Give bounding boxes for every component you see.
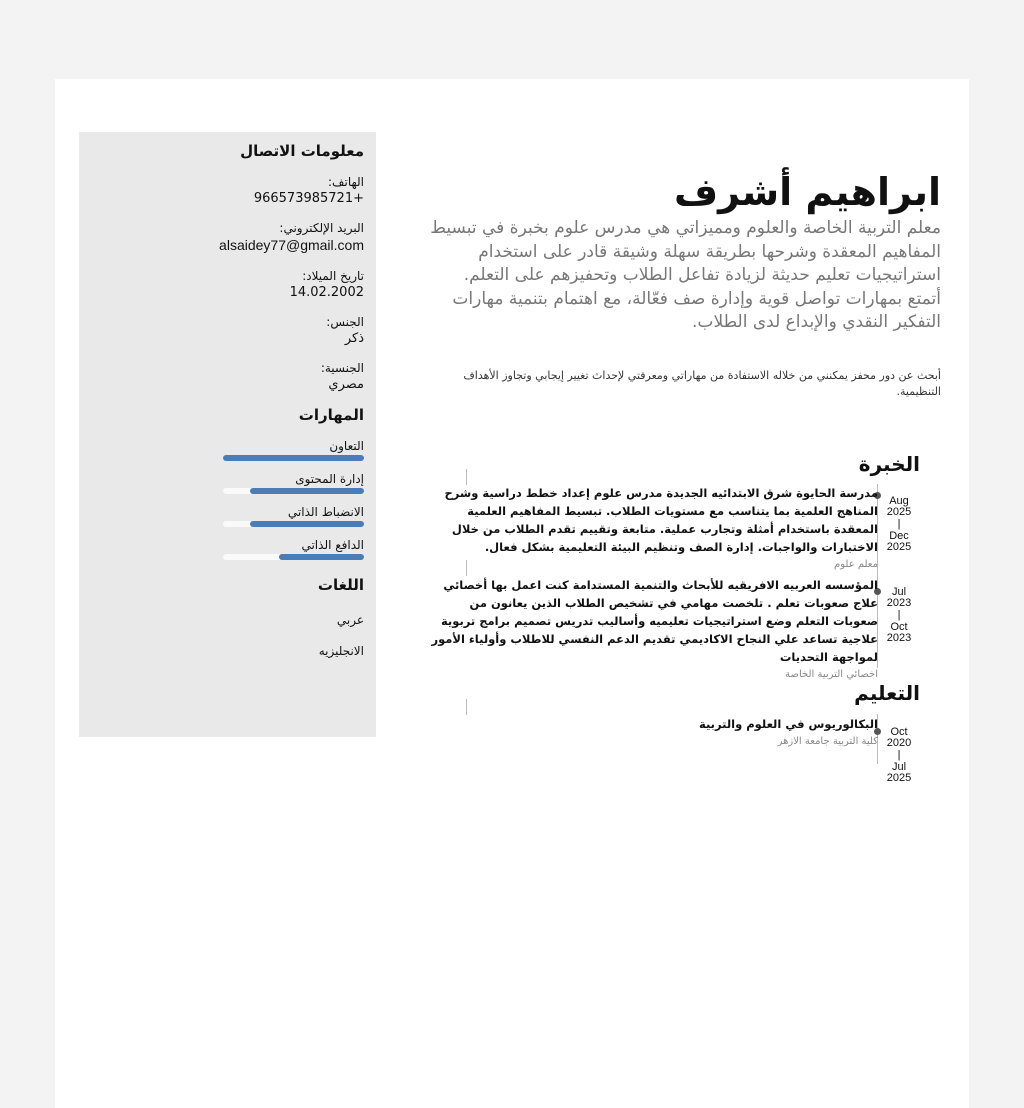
experience-title: الخبرة (858, 452, 920, 476)
end-month: Oct (890, 621, 908, 633)
skill-item (91, 504, 364, 527)
contact-nationality (91, 360, 364, 394)
experience-dates (881, 587, 917, 644)
summary: معلم التربية الخاصة والعلوم ومميزاتي هي مدرس علوم بخبرة في تبسيط المفاهيم المعقدة وشرحها بطريقة سهلة وشيقة قادر على استخدام استراتيجيات تعليم حديثة لزيادة تفاعل الطلاب وتحفيزهم على التعلم. أتمتع بمهارات تواصل قوية وإدارة صف فعّالة، مع اهتمام بتنمية مهارات التفكير النقدي والإبداع لدى الطلاب. (430, 218, 941, 332)
start-year: 2025 (886, 506, 912, 518)
end-month: Jul (891, 761, 907, 773)
skill-name: إدارة المحتوى (295, 472, 364, 486)
date-separator: | (897, 518, 901, 530)
languages-title: اللغات (317, 576, 364, 594)
nationality-value: مصري (328, 377, 364, 392)
school: كلية التربية جامعة الازهر (777, 736, 878, 747)
skill-bar (223, 554, 364, 560)
timeline-tick (466, 469, 467, 485)
gender-label: الجنس: (326, 315, 364, 329)
skill-bar (223, 488, 364, 494)
timeline-tick (466, 699, 467, 715)
birth-label: تاريخ الميلاد: (302, 269, 364, 283)
birth-value: 14.02.2002 (289, 285, 364, 300)
skill-bar (223, 455, 364, 461)
experience-text: مدرسة الحايوة شرق الابتدائيه الجديدة مدرس علوم إعداد خطط دراسية وشرح المناهج العلمية بما يتناسب مع مستويات الطلاب. تبسيط المفاهيم العلمية المعقدة باستخدام أمثلة وتجارب عملية. متابعة وتقييم تقدم الطلاب من خلال الاختبارات والواجبات. إدارة الصف وتنظيم البيئة التعليمية بشكل فعال. (444, 486, 878, 554)
experience-role: معلم علوم (834, 559, 878, 570)
experience-role: اخصائي التربية الخاصة (785, 669, 878, 680)
start-month: Aug (889, 495, 909, 507)
skill-name: الانضباط الذاتي (287, 505, 364, 519)
person-name: ابراهيم أشرف (673, 170, 941, 214)
skill-item (91, 537, 364, 560)
skill-bar-fill (223, 455, 364, 461)
start-year: 2020 (886, 737, 912, 749)
skill-name: التعاون (329, 439, 364, 453)
date-separator: | (897, 749, 901, 761)
start-month: Jul (891, 586, 907, 598)
timeline-tick (466, 560, 467, 576)
contact-gender (91, 314, 364, 348)
end-year: 2025 (886, 772, 912, 784)
experience-text: المؤسسه العربيه الافريقيه للأبحاث والتنمية المستدامة كنت اعمل بها أخصائي علاج صعوبات تعلم . تلخصت مهامي في تشخيص الطلاب الذين يعانون من صعوبات التعلم وضع استراتيجيات تعليميه وأساليب تدريس تصميم برامج تربوية علاجية تساعد علي النجاح الاكاديمي تقديم الدعم النفسي للاطلاب وأولياء الأمور لمواجهة التحديات (431, 578, 878, 664)
end-year: 2025 (886, 541, 912, 553)
skill-item (91, 438, 364, 461)
start-year: 2023 (886, 597, 912, 609)
experience-entry (428, 576, 878, 682)
contact-email (91, 220, 364, 256)
nationality-label: الجنسية: (320, 361, 364, 375)
degree: البكالوريوس في العلوم والتربية (698, 717, 878, 731)
end-year: 2023 (886, 632, 912, 644)
email-value: alsaidey77@gmail.com (219, 237, 364, 253)
skill-bar-fill (250, 521, 364, 527)
skill-item (91, 471, 364, 494)
objective: أبحث عن دور محفز يمكنني من خلاله الاستفادة من مهاراتي ومعرفتي لإحداث تغيير إيجابي وتجاوز الأهداف التنظيمية. (463, 368, 941, 398)
skill-bar-fill (279, 554, 364, 560)
contact-title: معلومات الاتصال (240, 142, 364, 160)
gender-value: ذكر (344, 331, 364, 346)
education-entry (578, 715, 878, 749)
skills-title: المهارات (298, 406, 364, 424)
experience-entry (433, 484, 878, 572)
end-month: Dec (889, 530, 909, 542)
language-item: عربي (336, 613, 364, 627)
phone-value: 966573985721+ (253, 191, 364, 206)
start-month: Oct (890, 726, 908, 738)
contact-phone (91, 174, 364, 208)
education-dates (881, 727, 917, 784)
resume-page (55, 79, 969, 1108)
experience-dates (881, 496, 917, 553)
phone-label: الهاتف: (328, 175, 364, 189)
skill-bar-fill (250, 488, 364, 494)
skill-name: الدافع الذاتي (301, 538, 364, 552)
main-header (427, 169, 941, 400)
sidebar (79, 132, 376, 737)
email-label: البريد الإلكتروني: (279, 221, 364, 235)
date-separator: | (897, 609, 901, 621)
language-item: الانجليزيه (318, 644, 364, 658)
education-title: التعليم (854, 681, 920, 705)
skill-bar (223, 521, 364, 527)
contact-birth (91, 268, 364, 302)
